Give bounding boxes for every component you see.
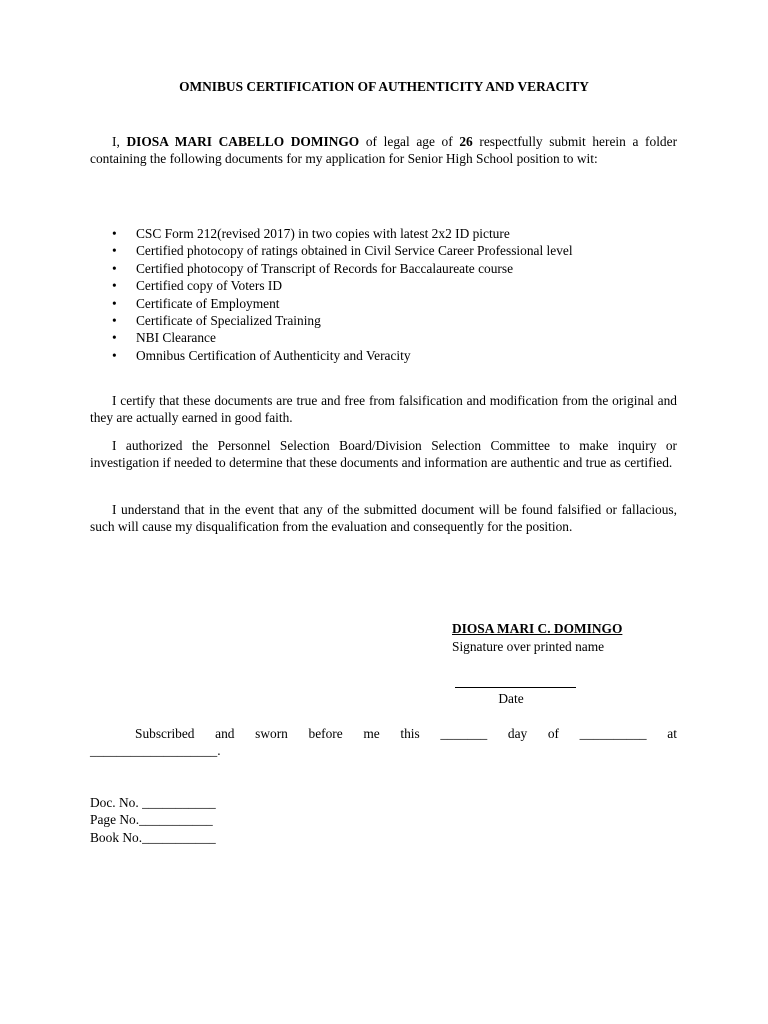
jurat-day-blank: _______: [440, 726, 488, 741]
jurat-word: Subscribed: [135, 726, 195, 741]
jurat-word: at: [667, 726, 677, 741]
list-item-text: CSC Form 212(revised 2017) in two copies with latest 2x2 ID picture: [136, 226, 510, 241]
bullet-icon: •: [112, 278, 117, 294]
intro-middle: of legal age of: [359, 134, 460, 149]
notarial-doc-info: [90, 794, 216, 846]
jurat-statement: [90, 725, 677, 760]
jurat-word: before: [308, 726, 343, 741]
jurat-word: day: [507, 726, 528, 741]
page-number: Page No.___________: [90, 812, 213, 828]
applicant-age: 26: [459, 134, 473, 149]
list-item: [112, 277, 573, 294]
doc-number: Doc. No. ___________: [90, 795, 216, 810]
book-number: Book No.___________: [90, 829, 216, 845]
list-item-text: Certified photocopy of ratings obtained in Civil Service Career Professional level: [136, 243, 573, 259]
list-item: [112, 295, 573, 312]
list-item-text: Omnibus Certification of Authenticity and Veracity: [136, 347, 411, 363]
list-item: [112, 347, 573, 364]
jurat-line-1: [90, 725, 677, 742]
authorize-paragraph: I authorized the Personnel Selection Board/Division Selection Committee to make inquiry or investigation if needed to determine that these documents and information are authentic and true as certified.: [90, 438, 677, 471]
date-label: Date: [498, 691, 524, 706]
list-item: [112, 260, 573, 277]
intro-suffix: respectfully submit herein a folder containing the following documents for my application for Senior High School position to wit:: [90, 134, 678, 167]
intro-prefix: I,: [112, 134, 127, 149]
documents-list: [112, 225, 573, 364]
bullet-icon: •: [112, 347, 117, 363]
signature-printed-name: DIOSA MARI C. DOMINGO: [452, 621, 623, 636]
bullet-icon: •: [112, 243, 117, 259]
applicant-name: DIOSA MARI CABELLO DOMINGO: [126, 134, 360, 149]
jurat-word: sworn: [255, 726, 288, 741]
jurat-place-blank: ___________________.: [90, 743, 221, 759]
jurat-word: and: [215, 726, 235, 741]
document-title: OMNIBUS CERTIFICATION OF AUTHENTICITY AND VERACITY: [179, 79, 589, 94]
bullet-icon: •: [112, 260, 117, 276]
bullet-icon: •: [112, 313, 117, 329]
list-item-text: Certified photocopy of Transcript of Records for Baccalaureate course: [136, 260, 514, 276]
list-item-text: NBI Clearance: [136, 330, 216, 346]
intro-paragraph: [90, 133, 677, 168]
jurat-word: this: [400, 726, 420, 741]
list-item: [112, 329, 573, 346]
jurat-word: of: [547, 726, 560, 741]
list-item: [112, 312, 573, 329]
bullet-icon: •: [112, 330, 117, 346]
jurat-word: me: [363, 726, 380, 741]
signature-caption: Signature over printed name: [452, 639, 605, 654]
understand-paragraph: I understand that in the event that any of the submitted document will be found falsified or fallacious, such will cause my disqualification from the evaluation and consequently for the position.: [90, 502, 677, 535]
list-item: [112, 225, 573, 242]
list-item-text: Certified copy of Voters ID: [136, 278, 283, 294]
certify-paragraph: I certify that these documents are true and free from falsification and modification from the original and they are actually earned in good faith.: [90, 393, 677, 426]
list-item: [112, 242, 573, 259]
list-item-text: Certificate of Employment: [136, 295, 280, 311]
list-item-text: Certificate of Specialized Training: [136, 313, 321, 329]
bullet-icon: •: [112, 295, 117, 311]
jurat-month-blank: __________: [579, 726, 647, 741]
bullet-icon: •: [112, 226, 117, 241]
date-blank-line: [455, 673, 576, 688]
